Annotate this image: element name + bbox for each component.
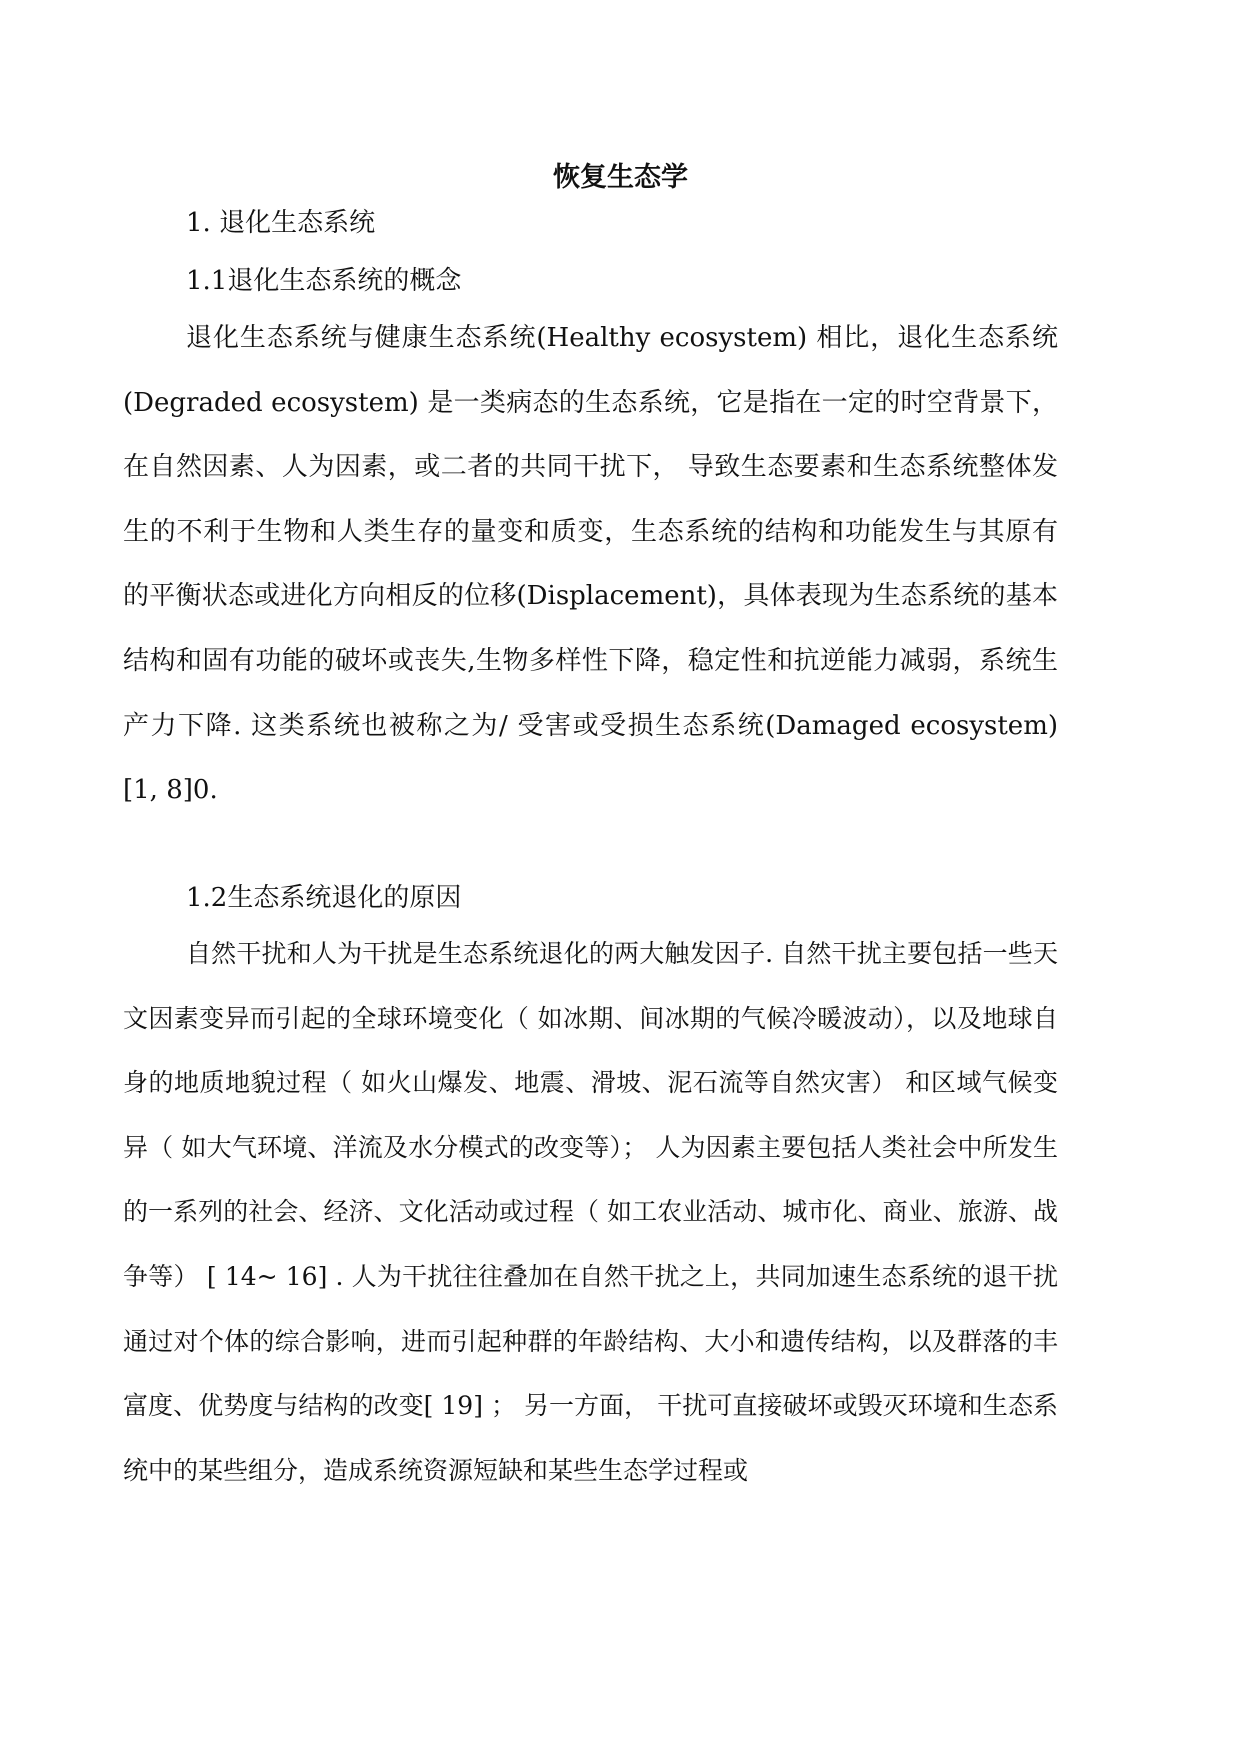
document-title: 恢复生态学 (553, 162, 688, 193)
section-heading-1-2: 1.2生态系统退化的原因 (186, 883, 462, 913)
section-heading-1-1: 1.1退化生态系统的概念 (186, 266, 462, 296)
paragraph-degradation-causes: 自然干扰和人为干扰是生态系统退化的两大触发因子. 自然干扰主要包括一些天文因素变异而引起的全球环境变化（ 如冰期、间冰期的气候冷暖波动），以及地球自身的地质地貌过程（ 如火山爆发、地震、滑坡、泥石流等自然灾害） 和区域气候变异（ 如大气环境、洋流及水分模式的改变等）； 人为因素主要包括人类社会中所发生的一系列的社会、经济、文化活动或过程（ 如工农业活动、城市化、商业、旅游、战争等） [ 14~ 16] . 人为干扰往往叠加在自然干扰之上，共同加速生态系统的退干扰通过对个体的综合影响，进而引起种群的年龄结构、大小和遗传结构，以及群落的丰富度、优势度与结构的改变[ 19] ； 另一方面， 干扰可直接破坏或毁灭环境和生态系统中的某些组分，造成系统资源短缺和某些生态学过程或 (123, 939, 1058, 1485)
paragraph-degraded-ecosystem-concept: 退化生态系统与健康生态系统(Healthy ecosystem) 相比，退化生态系统(Degraded ecosystem) 是一类病态的生态系统，它是指在一定的时空背景下， 在自然因素、人为因素，或二者的共同干扰下， 导致生态要素和生态系统整体发生的不利于生物和人类生存的量变和质变，生态系统的结构和功能发生与其原有的平衡状态或进化方向相反的位移(Displacement)，具体表现为生态系统的基本结构和固有功能的破坏或丧失,生物多样性下降，稳定性和抗逆能力减弱，系统生产力下降. 这类系统也被称之为/ 受害或受损生态系统(Damaged ecosystem) [1, 8]0. (123, 323, 1058, 806)
section-heading-1: 1. 退化生态系统 (186, 208, 376, 238)
